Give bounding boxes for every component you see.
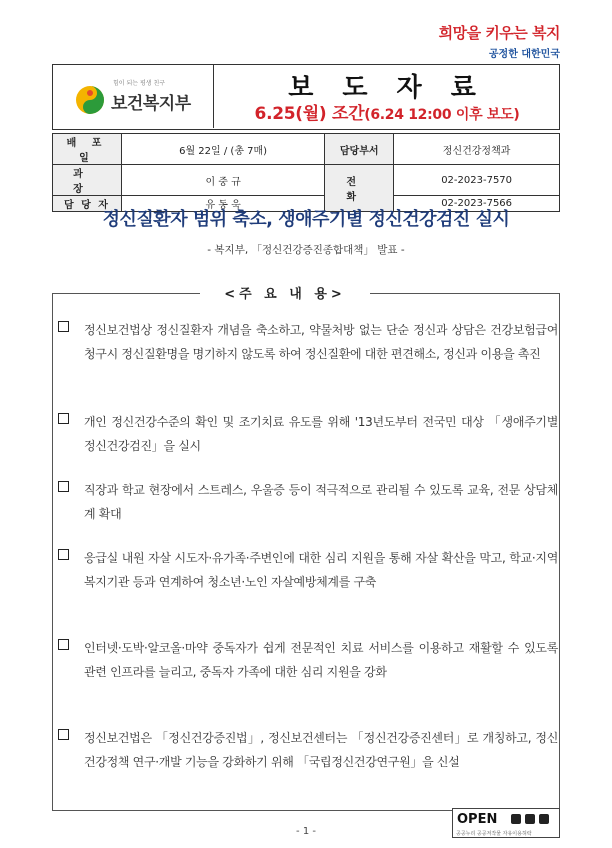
summary-item-3 xyxy=(58,478,558,526)
summary-title: <주 요 내 용> xyxy=(200,283,370,302)
press-release-title: 보 도 자 료 xyxy=(288,73,486,103)
noncommercial-icon xyxy=(525,814,535,824)
distribution-label: 배 포 일 xyxy=(53,134,122,165)
slogan-line1: 희망을 키우는 복지 xyxy=(438,24,560,42)
officer-value: 유 동 욱 xyxy=(122,196,325,212)
info-table xyxy=(52,133,560,212)
phone-label: 전 화 xyxy=(325,165,394,212)
checkbox-icon xyxy=(58,321,69,332)
checkbox-icon xyxy=(58,413,69,424)
slogan-line2: 공정한 대한민국 xyxy=(488,49,560,60)
attribution-icon xyxy=(511,814,521,824)
director-value: 이 중 규 xyxy=(122,165,325,196)
officer-label: 담 당 자 xyxy=(53,196,122,212)
checkbox-icon xyxy=(58,549,69,560)
item-text: 인터넷·도박·알코올·마약 중독자가 쉽게 전문적인 치료 서비스를 이용하고 재활할 수 있도록 관련 인프라를 늘리고, 중독자 가족에 대한 심리 지원을 강화 xyxy=(84,641,558,679)
director-label: 과 장 xyxy=(53,165,122,196)
checkbox-icon xyxy=(58,729,69,740)
dept-label: 담당부서 xyxy=(325,134,394,165)
item-text: 응급실 내원 자살 시도자·유가족·주변인에 대한 심리 지원을 통해 자살 확산을 막고, 학교·지역복지기관 등과 연계하여 청소년·노인 자살예방체계를 구축 xyxy=(84,551,558,589)
checkbox-icon xyxy=(58,639,69,650)
slogan xyxy=(439,22,560,60)
dept-value: 정신건강정책과 xyxy=(394,134,560,165)
checkbox-icon xyxy=(58,481,69,492)
item-text: 개인 정신건강수준의 확인 및 조기치료 유도를 위해 '13년도부터 전국민 대상 「생애주기별 정신건강검진」을 실시 xyxy=(84,415,558,453)
distribution-value: 6월 22일 / (총 7매) xyxy=(122,134,325,165)
ministry-logo xyxy=(53,65,214,128)
summary-item-6 xyxy=(58,726,558,774)
logo-name: 보건복지부 xyxy=(111,94,191,114)
item-text: 정신보건법은 「정신건강증진법」, 정신보건센터는 「정신건강증진센터」로 개칭하고, 정신건강정책 연구·개발 기능을 강화하기 위해 「국립정신건강연구원」을 신설 xyxy=(84,731,558,769)
summary-item-1 xyxy=(58,318,558,366)
headline: 정신질환자 범위 축소, 생애주기별 정신건강검진 실시 xyxy=(102,209,510,230)
summary-item-5 xyxy=(58,636,558,684)
noderivs-icon xyxy=(539,814,549,824)
press-header xyxy=(52,64,560,130)
kogl-open-badge xyxy=(452,808,560,838)
ministry-logo-icon xyxy=(75,85,105,115)
item-text: 직장과 학교 현장에서 스트레스, 우울증 등이 적극적으로 관리될 수 있도록 교육, 전문 상담체계 확대 xyxy=(84,483,558,521)
summary-item-4 xyxy=(58,546,558,594)
item-text: 정신보건법상 정신질환자 개념을 축소하고, 약물처방 없는 단순 정신과 상담은 건강보험급여 청구시 정신질환명을 명기하지 않도록 하여 정신질환에 대한 편견해소, 정신과 이용을 촉진 xyxy=(84,323,558,361)
summary-item-2 xyxy=(58,410,558,458)
logo-tagline: 힘이 되는 평생 친구 xyxy=(113,80,166,87)
embargo-line xyxy=(218,99,556,124)
open-caption: 공공누리 공공저작물 자유이용허락 xyxy=(456,831,532,837)
phone-1: 02-2023-7570 xyxy=(394,165,560,196)
embargo-main: 6.25(월) 조간 xyxy=(254,104,365,124)
phone-2: 02-2023-7566 xyxy=(394,196,560,212)
embargo-sub: (6.24 12:00 이후 보도) xyxy=(364,107,520,123)
open-label: OPEN xyxy=(457,812,498,827)
subheadline: - 복지부, 「정신건강증진종합대책」 발표 - xyxy=(207,244,405,256)
page-number: - 1 - xyxy=(296,826,316,837)
